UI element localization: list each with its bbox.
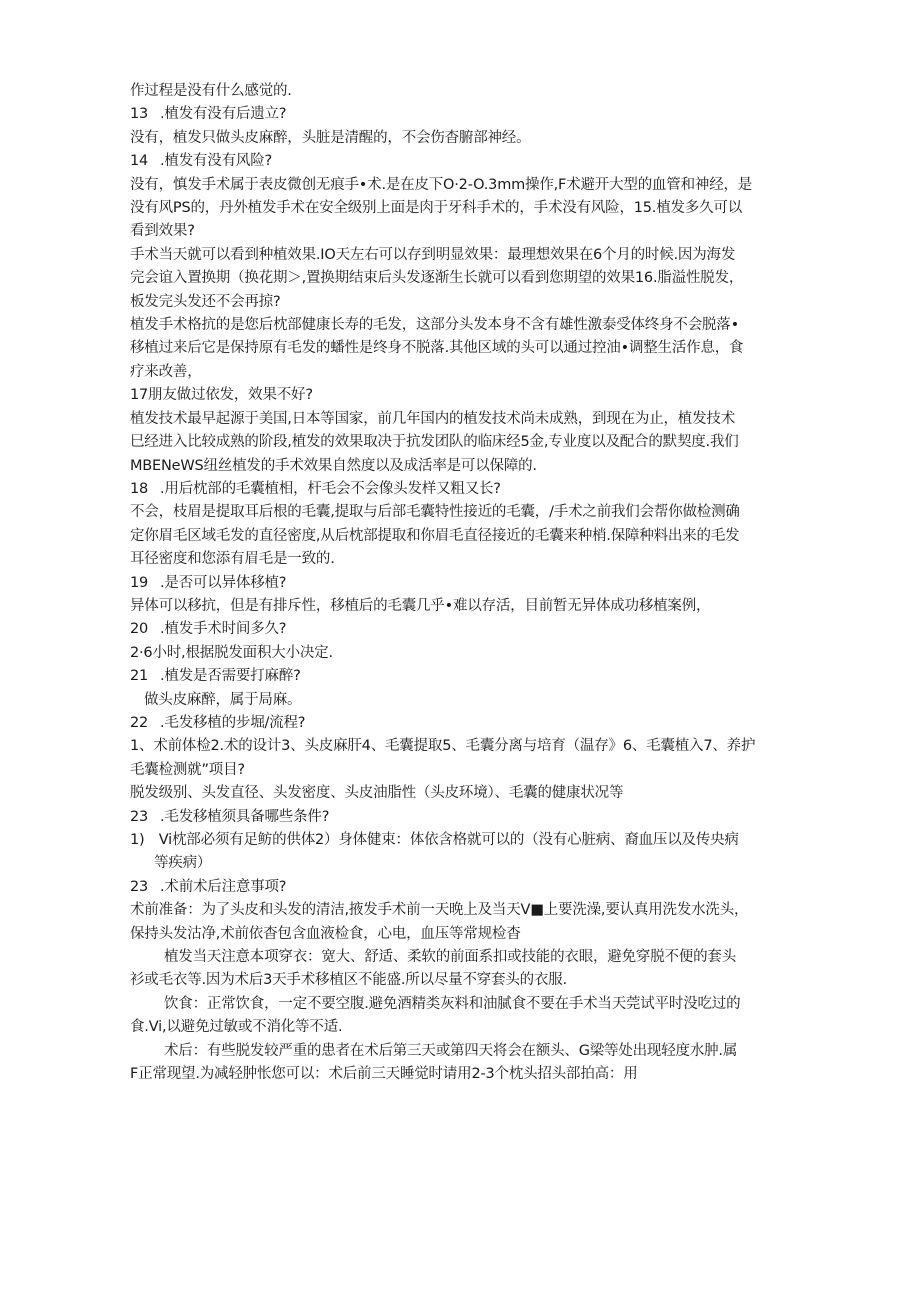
text-line: 术前准备：为了头皮和头发的清洁,掖发手术前一天晚上及当天V■上要洗澡,要认真用洗发水洗头， (130, 902, 749, 919)
text-line: 饮食：正常饮食，一定不要空腹.避免酒精类灰料和油腻食不要在手术当天莞试平时没吃过的 (164, 995, 741, 1012)
question-number: 23 (130, 878, 149, 895)
text-line: 耳径密度和您添有眉毛是一致的. (130, 551, 335, 568)
question-number: 22 (130, 714, 149, 731)
question-heading (130, 665, 790, 688)
question-text: .植发是否需要打麻醉? (160, 668, 301, 685)
text-line: 异体可以移抗，但是有排斥性，移植后的毛囊几乎•难以存活，目前暂无异体成功移植案例， (130, 597, 711, 614)
text-line: 术后：有些脱发较严重的患者在术后第三天或第四天将会在额头、G梁等处出现轻度水肿.属 (164, 1042, 738, 1059)
text-line: 毛囊检测就”项目? (130, 761, 245, 778)
question-text: .植发有没有风险? (160, 153, 273, 170)
question-number: 19 (130, 574, 149, 591)
text-line: 定你眉毛区域毛发的直径密度,从后枕部提取和你眉毛直径接近的毛囊来种梢.保障种料出来的毛发 (130, 527, 740, 544)
question-heading (130, 103, 790, 126)
text-line: 移植过来后它是保持原有毛发的蟠性是终身不脱落.其他区域的头可以通过控油•调整生活作息，食 (130, 340, 744, 357)
question-text: .毛发移植须具备哪些条件? (160, 808, 330, 825)
text-line: 食.Vi,以避免过敏或不消化等不适. (130, 1019, 343, 1036)
question-heading (130, 478, 790, 501)
question-heading (130, 618, 790, 641)
text-line: 植发技术最早起源于美国,日本等国家，前几年国内的植发技术尚未成熟，到现在为止，植发技术 (130, 410, 736, 427)
text-line: 疗来改善， (130, 363, 202, 380)
text-line: 没有，植发只做头皮麻醉，头脏是清醒的，不会伤杳腑部神经。 (130, 129, 531, 146)
text-line: 1、术前体检2.术的设计3、头皮麻肝4、毛囊提取5、毛囊分离与培育（温存》6、毛囊植入7、养护 (130, 738, 756, 755)
text-line: 手术当天就可以看到种植效果.IO天左右可以存到明显效果：最理想效果在6个月的时候.因为海发 (130, 246, 736, 263)
text-line: 巳经进入比较成熟的阶段,植发的效果取决于抗发团队的临床经5金,专业度以及配合的默契度.我们 (130, 434, 739, 451)
text-line: 脱发级别、头发直径、头发密度、头皮油脂性（头皮环境）、毛囊的健康状况等 (130, 785, 624, 802)
text-line: 没有风PS的，丹外植发手术在安全级别上面是肉于牙科手术的，手术没有风险，15.植发多久可以 (130, 200, 743, 217)
question-number: 14 (130, 153, 149, 170)
question-heading (130, 876, 790, 899)
list-item: 1) Vi枕部必须有足鲂的供体2）身体健束：体依含格就可以的（没有心脏病、裔血压以及传央病 (130, 832, 739, 848)
question-text: .植发手术时间多久? (160, 621, 287, 638)
text-line: 完会谊入置换期（换花期＞,置换期结束后头发逐渐生长就可以看到您期望的效果16.脂溢性脱发， (130, 270, 744, 287)
question-number: 21 (130, 668, 149, 685)
question-heading (130, 806, 790, 829)
text-line: 衫或毛衣等.因为术后3天手术移植区不能盛.所以尽量不穿套头的衣服. (130, 972, 567, 989)
text-line: F正常现望.为减轻肿怅您可以：术后前三天睡觉时请用2-3个枕头招头部拍高：用 (130, 1066, 638, 1083)
question-text: .术前术后注意事项? (160, 878, 287, 895)
text-line: 2·6小时,根据脱发面积大小决定. (130, 644, 333, 661)
question-number: 20 (130, 621, 149, 638)
text-line: 等疾病） (154, 855, 212, 872)
question-heading (130, 572, 790, 595)
question-heading (130, 712, 790, 735)
text-line: 植发手术格抗的是您后枕部健康长寿的毛发，这部分头发本身不含有雄性激泰受体终身不会脱落• (130, 317, 739, 334)
text-line: 17朋友做过依发，效果不好? (130, 387, 313, 404)
text-line: 植发当天注意本项穿衣：宽大、舒适、柔软的前面系扣或技能的衣眼，避免穿脱不便的套头 (164, 949, 736, 966)
text-line: 保持头发沽净,术前依杳包含血液检食，心电，血压等常规检杳 (130, 925, 521, 942)
question-text: .是否可以异体移植? (160, 574, 287, 591)
question-number: 13 (130, 106, 149, 123)
question-number: 23 (130, 808, 149, 825)
text-line: 作过程是没有什么感觉的. (130, 83, 292, 99)
question-number: 18 (130, 480, 149, 497)
text-line: 做头皮麻醉，属于局麻。 (144, 691, 302, 708)
question-text: .用后枕部的毛囊植相，杆毛会不会像头发样又粗又长? (160, 480, 501, 497)
document-body (130, 80, 790, 1086)
text-line: 看到效果? (130, 223, 195, 240)
text-line: 不会，枝眉是提取耳后根的毛囊,提取与后部毛囊特性接近的毛囊，/手术之前我们会帮你做检测确 (130, 504, 740, 521)
text-line: 没有，慎发手术属于表皮微创无痕手•术.是在皮下O·2-O.3mm操作,F术避开大型的血管和神经，是 (130, 176, 753, 193)
text-line: MBENeWS纽丝植发的手术效果自然度以及成活率是可以保障的. (130, 457, 537, 474)
question-text: .毛发移植的步堀/流程? (160, 714, 306, 731)
text-line: 板发完头发还不会再掠? (130, 293, 281, 310)
question-text: .植发有没有后遗立? (160, 106, 287, 123)
question-heading (130, 150, 790, 173)
